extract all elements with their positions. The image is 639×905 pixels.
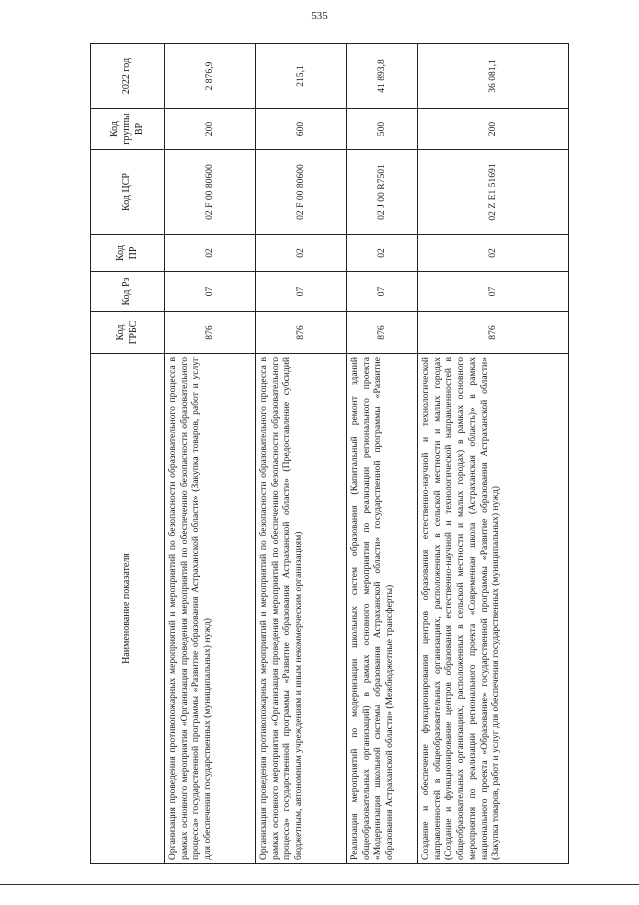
cell-year: 2 876,9 bbox=[165, 44, 256, 109]
cell-csr: 02 J 00 R7501 bbox=[347, 150, 418, 235]
header-vr: Код группы ВР bbox=[91, 109, 165, 150]
header-grbs: Код ГРБС bbox=[91, 312, 165, 354]
header-rz: Код Рз bbox=[91, 272, 165, 312]
cell-pr: 02 bbox=[165, 235, 256, 272]
cell-name: Организация проведения противопожарных мероприятий и мероприятий по безопасности образовательного процесса в рамках основного мероприятия «Организация проведения мероприятий по обеспечению безопасности образовательного процесса» государственной программы «Развитие образования Астраханской области» (Закупка товаров, работ и услуг для обеспечения государственных (муниципальных) нужд) bbox=[165, 354, 256, 864]
cell-csr: 02 F 00 80600 bbox=[256, 150, 347, 235]
cell-year: 36 081,1 bbox=[418, 44, 569, 109]
cell-grbs: 876 bbox=[256, 312, 347, 354]
cell-rz: 07 bbox=[347, 272, 418, 312]
cell-rz: 07 bbox=[165, 272, 256, 312]
table-row bbox=[165, 44, 256, 864]
header-name: Наименование показателя bbox=[91, 354, 165, 864]
cell-vr: 500 bbox=[347, 109, 418, 150]
table-row bbox=[256, 44, 347, 864]
header-year: 2022 год bbox=[91, 44, 165, 109]
cell-pr: 02 bbox=[347, 235, 418, 272]
cell-grbs: 876 bbox=[347, 312, 418, 354]
cell-name: Организация проведения противопожарных мероприятий и мероприятий по безопасности образовательного процесса в рамках основного мероприятия «Организация проведения мероприятий по обеспечению безопасности образовательного процесса» государственной программы «Развитие образования Астраханской области» (Предоставление субсидий бюджетным, автономным учреждениям и иным некоммерческим организациям) bbox=[256, 354, 347, 864]
budget-table-rotated bbox=[90, 44, 568, 864]
table-header-row bbox=[91, 44, 165, 864]
cell-grbs: 876 bbox=[418, 312, 569, 354]
cell-pr: 02 bbox=[418, 235, 569, 272]
cell-csr: 02 F 00 80600 bbox=[165, 150, 256, 235]
cell-rz: 07 bbox=[418, 272, 569, 312]
table-row bbox=[418, 44, 569, 864]
page-divider bbox=[0, 884, 639, 885]
cell-pr: 02 bbox=[256, 235, 347, 272]
cell-name: Реализация мероприятий по модернизации школьных систем образования (Капитальный ремонт зданий общеобразовательных организаций) в рамках основного мероприятия по реализации регионального проекта «Модернизация школьной системы образования Астраханской области» государственной программы «Развитие образования Астраханской области» (Межбюджетные трансферты) bbox=[347, 354, 418, 864]
page-number: 535 bbox=[311, 10, 328, 22]
cell-year: 215,1 bbox=[256, 44, 347, 109]
header-csr: Код ЦСР bbox=[91, 150, 165, 235]
cell-vr: 200 bbox=[165, 109, 256, 150]
cell-csr: 02 Z E1 51691 bbox=[418, 150, 569, 235]
cell-vr: 600 bbox=[256, 109, 347, 150]
budget-table bbox=[90, 43, 569, 864]
table-row bbox=[347, 44, 418, 864]
cell-rz: 07 bbox=[256, 272, 347, 312]
cell-name: Создание и обеспечение функционирования центров образования естественно-научной и технологической направленностей в общеобразовательных организациях, расположенных в сельской местности и малых городах (Создание и функционирование центров образования естественно-научной и технологической направленностей в общеобразовательных организациях, расположенных в сельской местности и малых городах) в рамках основного мероприятия по реализации регионального проекта «Современная школа (Астраханская область)» в рамках национального проекта «Образование» государственной программы «Развитие образования Астраханской области» (Закупка товаров, работ и услуг для обеспечения государственных (муниципальных) нужд) bbox=[418, 354, 569, 864]
cell-vr: 200 bbox=[418, 109, 569, 150]
cell-year: 41 893,8 bbox=[347, 44, 418, 109]
header-pr: Код ПР bbox=[91, 235, 165, 272]
cell-grbs: 876 bbox=[165, 312, 256, 354]
